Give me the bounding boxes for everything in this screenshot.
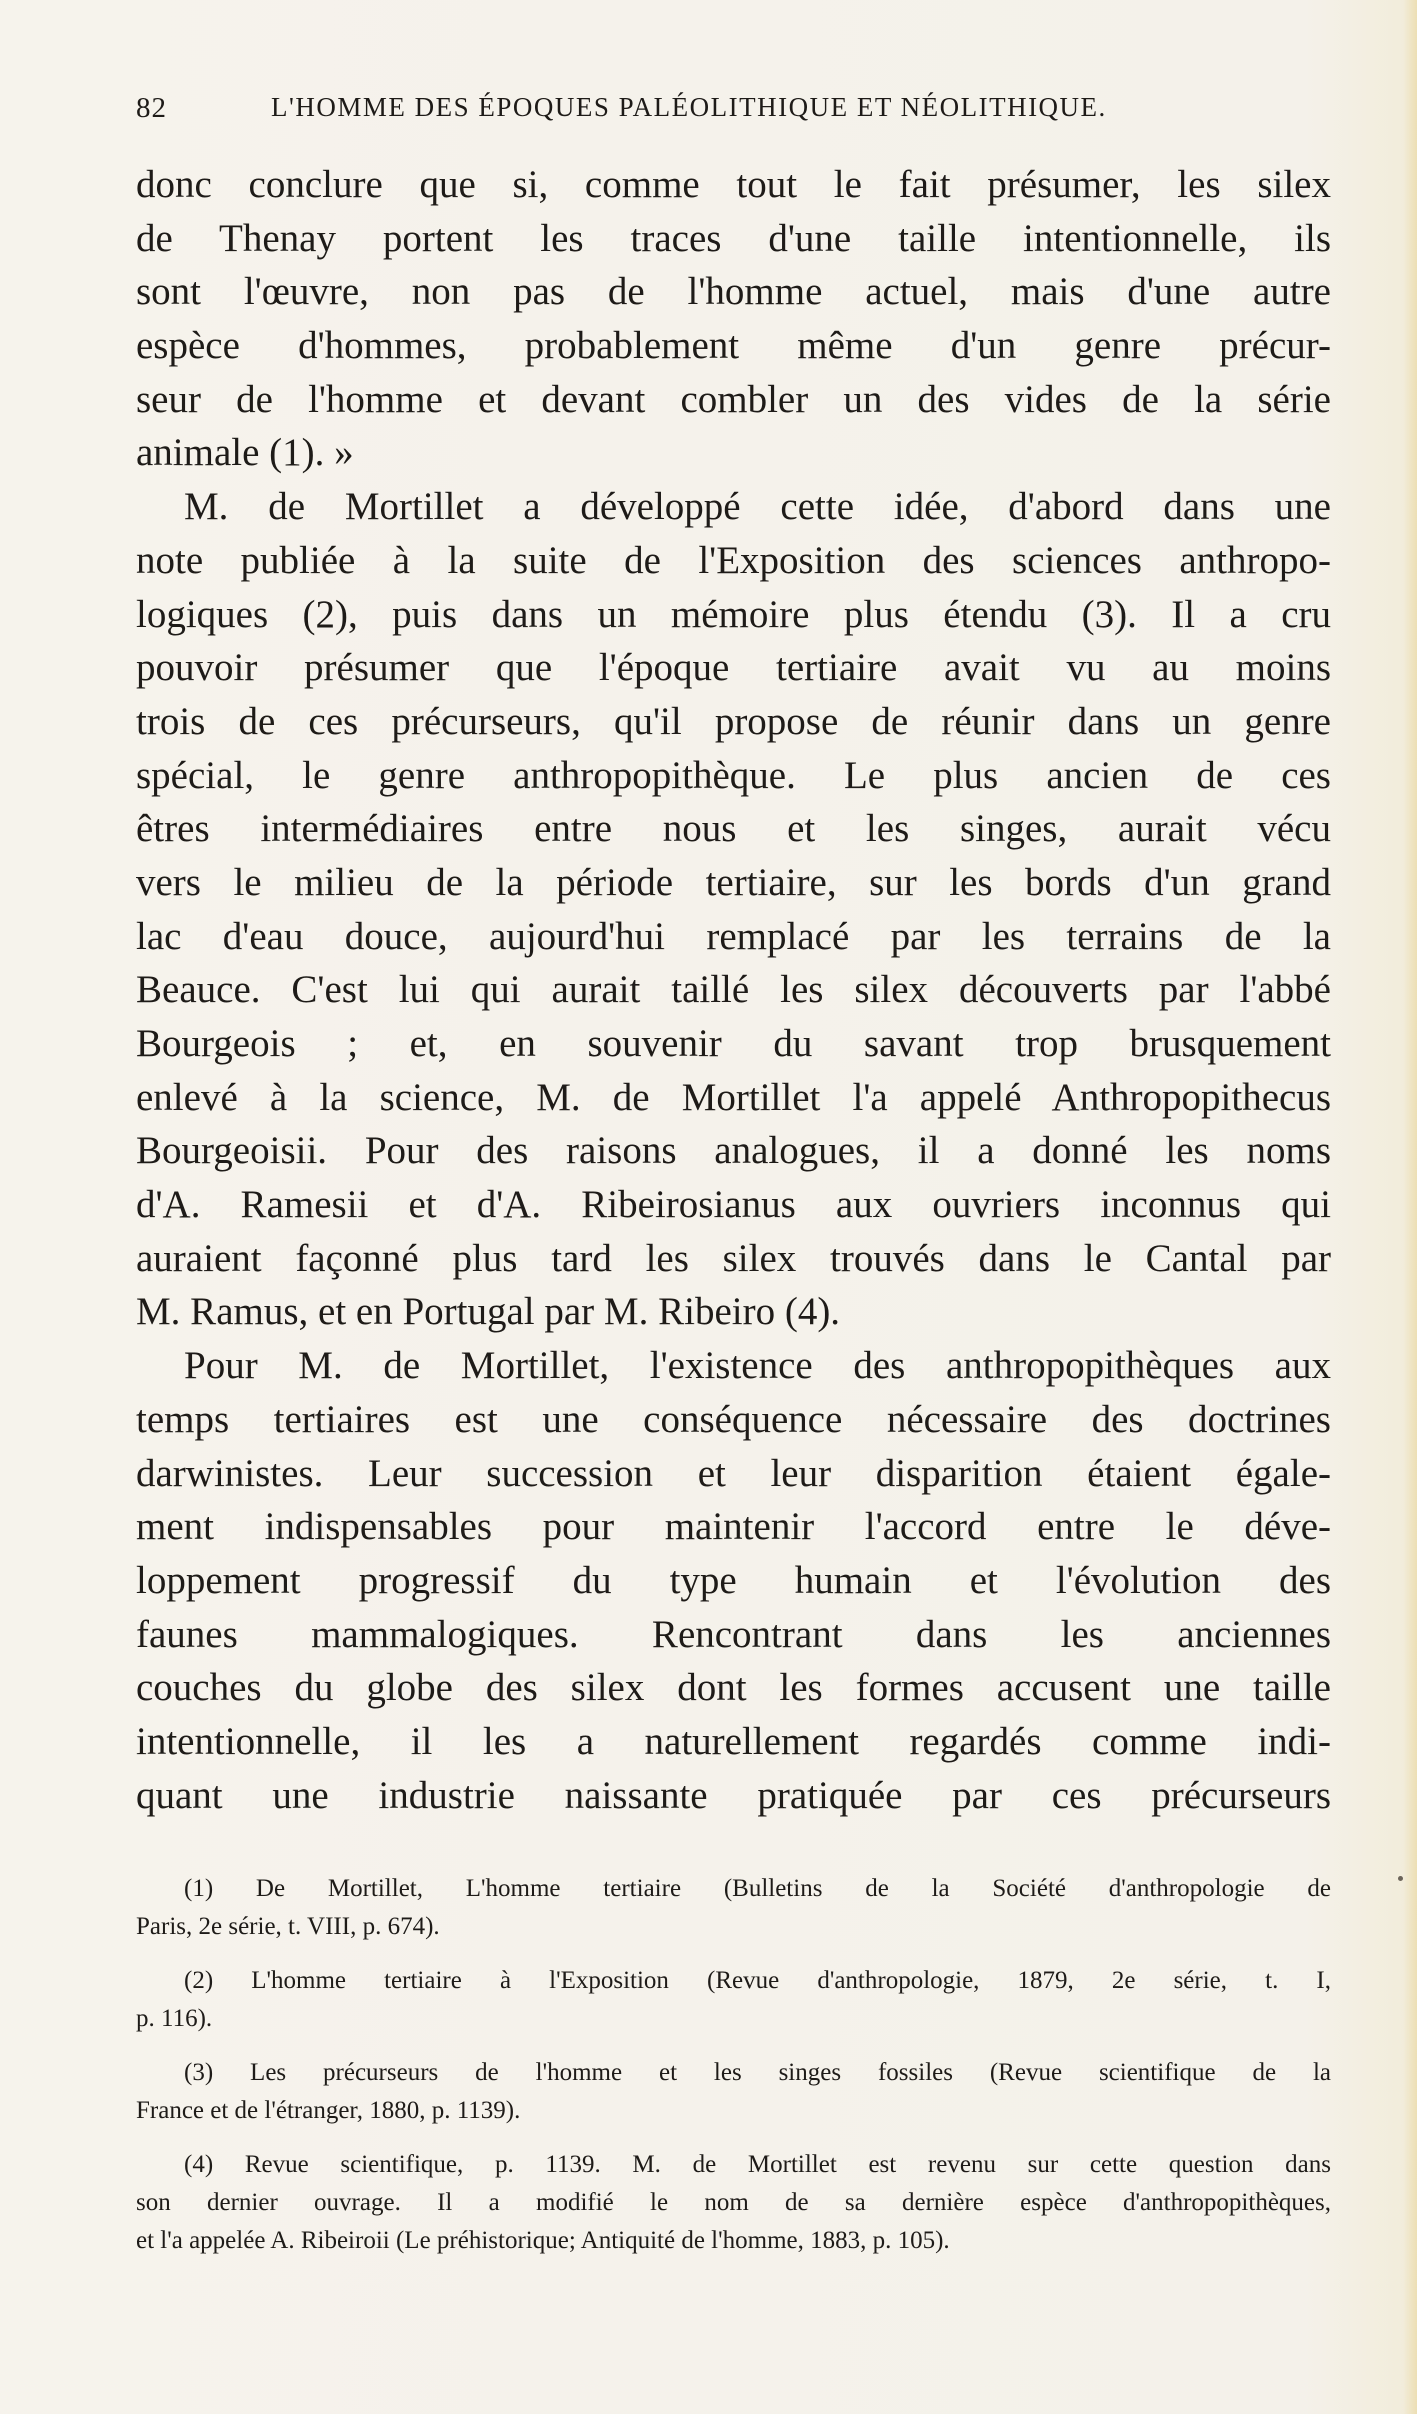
text-line: trois de ces précurseurs, qu'il propose de réunir dans un genre [136,699,1331,743]
text-line: Pour M. de Mortillet, l'existence des anthropopithèques aux [184,1344,1331,1388]
footnote-line: France et de l'étranger, 1880, p. 1139). [136,2097,521,2124]
text-line: faunes mammalogiques. Rencontrant dans les anciennes [136,1612,1331,1656]
running-header [136,92,1196,132]
text-line: ment indispensables pour maintenir l'accord entre le déve- [136,1505,1331,1549]
text-line: enlevé à la science, M. de Mortillet l'a appelé Anthropopithecus [136,1075,1331,1119]
footnote-line: (1) De Mortillet, L'homme tertiaire (Bulletins de la Société d'anthropologie de [184,1875,1331,1902]
footnote-line: et l'a appelée A. Ribeiroii (Le préhistorique; Antiquité de l'homme, 1883, p. 105). [136,2227,950,2254]
footnote-line: (2) L'homme tertiaire à l'Exposition (Revue d'anthropologie, 1879, 2e série, t. I, [184,1967,1331,1994]
text-line: darwinistes. Leur succession et leur disparition étaient égale- [136,1451,1331,1495]
page-number: 82 [136,92,167,124]
footnote-line: p. 116). [136,2005,213,2032]
text-line: temps tertiaires est une conséquence nécessaire des doctrines [136,1397,1331,1441]
text-line: espèce d'hommes, probablement même d'un genre précur- [136,324,1331,368]
text-line: M. Ramus, et en Portugal par M. Ribeiro (4). [136,1290,841,1334]
text-line: animale (1). » [136,431,354,475]
running-title: L'HOMME DES ÉPOQUES PALÉOLITHIQUE ET NÉOLITHIQUE. [271,92,1107,122]
text-line: Bourgeoisii. Pour des raisons analogues, il a donné les noms [136,1129,1331,1173]
text-line: couches du globe des silex dont les formes accusent une taille [136,1666,1331,1710]
text-line: logiques (2), puis dans un mémoire plus étendu (3). Il a cru [136,592,1331,636]
footnote-line: (3) Les précurseurs de l'homme et les singes fossiles (Revue scientifique de la [184,2059,1331,2086]
text-line: de Thenay portent les traces d'une taille intentionnelle, ils [136,216,1331,260]
margin-speck [1398,1876,1403,1881]
text-line: auraient façonné plus tard les silex trouvés dans le Cantal par [136,1236,1331,1280]
text-line: intentionnelle, il les a naturellement regardés comme indi- [136,1719,1331,1763]
page-edge-shadow [1403,0,1417,2414]
footnotes [136,1870,1331,2260]
text-line: donc conclure que si, comme tout le fait présumer, les silex [136,163,1331,206]
text-line: M. de Mortillet a développé cette idée, d'abord dans une [184,485,1331,529]
footnote-line: son dernier ouvrage. Il a modifié le nom de sa dernière espèce d'anthropopithèques, [136,2189,1331,2216]
text-line: lac d'eau douce, aujourd'hui remplacé par les terrains de la [136,914,1331,958]
text-line: note publiée à la suite de l'Exposition des sciences anthropo- [136,538,1331,582]
text-line: pouvoir présumer que l'époque tertiaire avait vu au moins [136,646,1331,690]
body-text [136,158,1331,1822]
text-line: loppement progressif du type humain et l'évolution des [136,1558,1331,1602]
text-line: quant une industrie naissante pratiquée par ces précurseurs [136,1773,1331,1817]
text-line: seur de l'homme et devant combler un des vides de la série [136,377,1331,421]
text-line: d'A. Ramesii et d'A. Ribeirosianus aux ouvriers inconnus qui [136,1183,1331,1227]
text-line: êtres intermédiaires entre nous et les singes, aurait vécu [136,807,1331,851]
footnote-line: (4) Revue scientifique, p. 1139. M. de Mortillet est revenu sur cette question dans [184,2151,1331,2178]
text-line: Beauce. C'est lui qui aurait taillé les silex découverts par l'abbé [136,968,1331,1012]
text-line: Bourgeois ; et, en souvenir du savant trop brusquement [136,1022,1331,1065]
text-line: sont l'œuvre, non pas de l'homme actuel, mais d'une autre [136,270,1331,314]
footnote-line: Paris, 2e série, t. VIII, p. 674). [136,1913,440,1940]
text-line: vers le milieu de la période tertiaire, sur les bords d'un grand [136,860,1331,904]
text-line: spécial, le genre anthropopithèque. Le plus ancien de ces [136,753,1331,797]
